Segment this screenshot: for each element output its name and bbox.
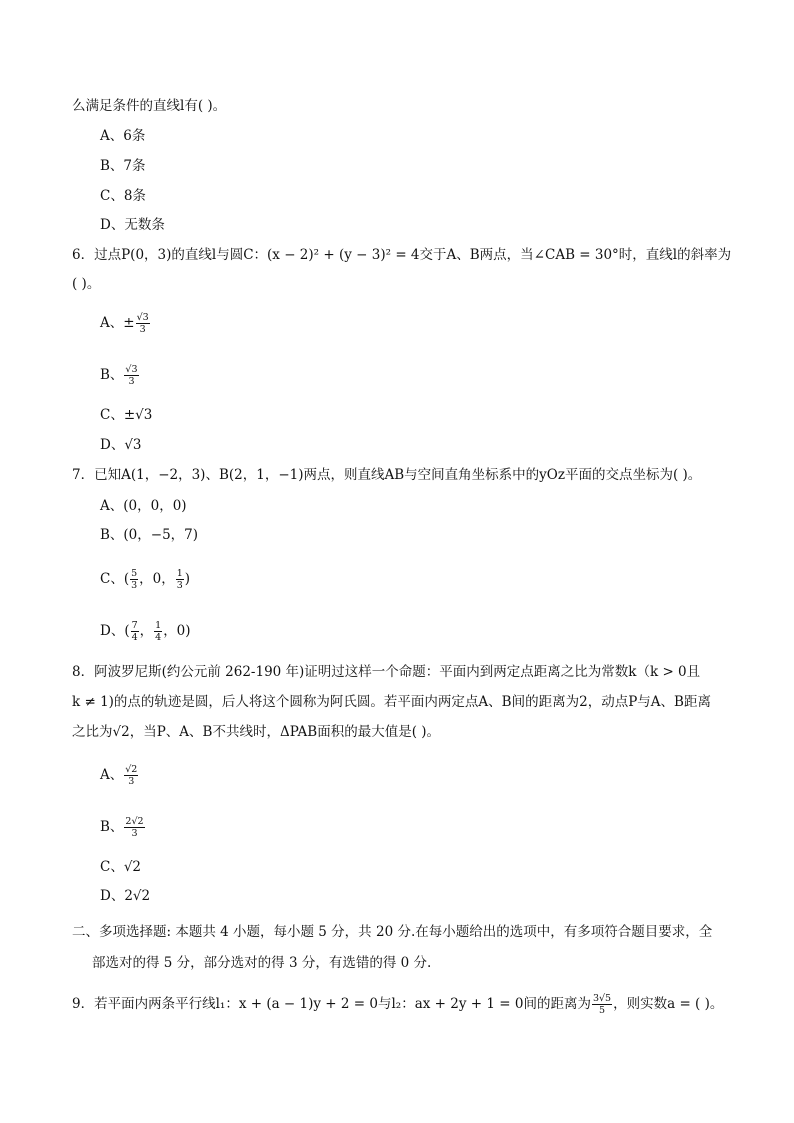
q7-option-c-frac2-num: 1 — [176, 568, 183, 579]
q8-option-a-prefix: A、 — [100, 767, 124, 783]
q9-fraction-numerator: 3√5 — [592, 993, 612, 1004]
q7-option-d-frac2-num: 1 — [155, 620, 162, 631]
q6-option-a — [100, 312, 151, 335]
q7-option-d-suffix: ，0) — [163, 623, 191, 639]
q7-option-d-frac2-den: 4 — [155, 632, 162, 643]
q8-option-a-fraction — [124, 764, 138, 787]
q9-fraction — [592, 993, 612, 1016]
q8-option-b-fraction — [124, 816, 144, 839]
q7-option-c-frac1 — [130, 568, 138, 591]
q7-option-d-frac1-den: 4 — [131, 632, 138, 643]
q5-stem-tail: 么满足条件的直线l有( )。 — [72, 98, 227, 114]
q6-option-a-fraction — [136, 312, 150, 335]
q8-option-d: D、2√2 — [100, 888, 151, 904]
q5-option-b: B、7条 — [100, 158, 146, 174]
q7-option-c-prefix: C、( — [100, 571, 130, 587]
q6-option-a-denominator: 3 — [139, 324, 146, 335]
q7-stem: 7．已知A(1，−2，3)、B(2，1，−1)两点，则直线AB与空间直角坐标系中的yOz平面的交点坐标为( )。 — [72, 467, 702, 483]
q8-stem-line3: 之比为√2，当P、A、B不共线时，ΔPAB面积的最大值是( )。 — [72, 724, 441, 740]
q8-stem-line1: 8．阿波罗尼斯(约公元前 262-190 年)证明过这样一个命题：平面内到两定点距离之比为常数k（k > 0且 — [72, 664, 701, 680]
q7-option-d-frac1 — [131, 620, 139, 643]
q8-option-b-denominator: 3 — [131, 828, 138, 839]
q7-option-c-suffix: ) — [184, 571, 191, 587]
q7-option-c-frac1-num: 5 — [131, 568, 138, 579]
q7-option-d-frac2 — [154, 620, 162, 643]
q8-option-a-numerator: √2 — [125, 764, 138, 775]
q6-option-a-prefix: A、± — [100, 315, 135, 331]
q9-stem-prefix: 9．若平面内两条平行线l₁：x + (a − 1)y + 2 = 0与l₂：ax + 2y + 1 = 0间的距离为 — [72, 996, 591, 1012]
q9-fraction-denominator: 5 — [599, 1005, 606, 1016]
q7-option-c-frac2-den: 3 — [176, 580, 183, 591]
q8-option-b-numerator: 2√2 — [125, 816, 144, 827]
q7-option-d-frac1-num: 7 — [131, 620, 138, 631]
q6-option-b-numerator: √3 — [125, 364, 138, 375]
q9-stem-suffix: ，则实数a = ( )。 — [613, 996, 724, 1012]
q6-stem-line2: ( )。 — [72, 276, 101, 292]
q8-option-c: C、√2 — [100, 859, 142, 875]
q6-option-a-numerator: √3 — [136, 312, 149, 323]
q6-option-b-denominator: 3 — [128, 376, 135, 387]
q6-option-b-prefix: B、 — [100, 367, 124, 383]
q8-stem-line2: k ≠ 1)的点的轨迹是圆，后人将这个圆称为阿氏圆。若平面内两定点A、B间的距离为2，动点P与A、B距离 — [72, 694, 711, 710]
q6-option-b — [100, 364, 140, 387]
q5-option-c: C、8条 — [100, 188, 146, 204]
q7-option-d-prefix: D、( — [100, 623, 130, 639]
q7-option-c — [100, 568, 190, 591]
q6-stem-line1: 6．过点P(0，3)的直线l与圆C：(x − 2)² + (y − 3)² = 4交于A、B两点，当∠CAB = 30°时，直线l的斜率为 — [72, 247, 732, 263]
q8-option-b — [100, 816, 146, 839]
q6-option-c: C、±√3 — [100, 407, 153, 423]
q7-option-c-mid: ，0， — [139, 571, 175, 587]
section2-heading-line1: 二、多项选择题: 本题共 4 小题，每小题 5 分，共 20 分.在每小题给出的选项中，有多项符合题目要求，全 — [72, 924, 713, 940]
q5-option-d: D、无数条 — [100, 217, 165, 233]
q7-option-a: A、(0，0，0) — [100, 498, 187, 514]
q9-stem — [72, 993, 723, 1016]
q7-option-c-frac1-den: 3 — [131, 580, 138, 591]
q7-option-c-frac2 — [176, 568, 184, 591]
q6-option-b-fraction — [124, 364, 138, 387]
q6-option-d: D、√3 — [100, 437, 142, 453]
q7-option-b: B、(0，−5，7) — [100, 527, 199, 543]
q5-option-a: A、6条 — [100, 128, 146, 144]
q8-option-a — [100, 764, 139, 787]
q8-option-a-denominator: 3 — [128, 776, 135, 787]
q7-option-d — [100, 620, 191, 643]
q8-option-b-prefix: B、 — [100, 819, 124, 835]
q7-option-d-mid: ， — [139, 623, 154, 639]
section2-heading-line2: 部选对的得 5 分，部分选对的得 3 分，有选错的得 0 分. — [92, 955, 432, 971]
